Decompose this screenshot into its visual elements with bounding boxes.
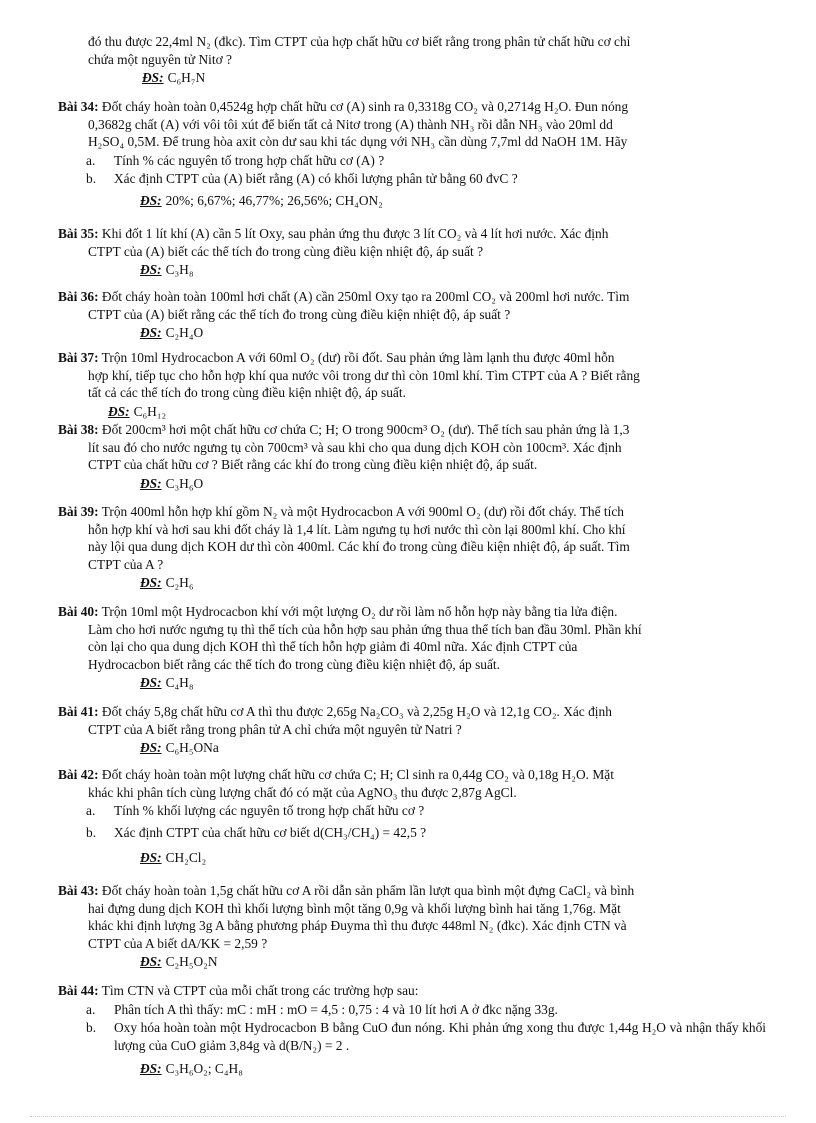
problem-answer — [58, 403, 766, 421]
answer-value: C₆H₁₂ — [133, 403, 167, 419]
problem-37 — [58, 349, 766, 420]
sub-question-a — [58, 152, 766, 170]
intro-continuation — [88, 33, 766, 87]
answer-label: ĐS: — [108, 403, 130, 419]
problem-line: này lội qua dung dịch KOH dư thì còn 400ml. Các khí đo trong cùng điều kiện nhiệt độ, áp suất. Tìm — [88, 539, 630, 554]
problem-label: Bài 44: — [58, 983, 99, 998]
problem-text — [58, 421, 766, 474]
problem-line: CTPT của A ? — [88, 556, 164, 572]
answer-value: C₃H₈ — [165, 262, 194, 277]
sub-text: Xác định CTPT của chất hữu cơ biết d(CH₃/CH₄) = 42,5 ? — [114, 824, 427, 840]
sub-question-a — [58, 1001, 766, 1019]
answer-label: ĐS: — [140, 850, 162, 865]
sub-letter: a. — [86, 803, 96, 818]
problem-line: tất cả các thể tích đo trong cùng điều kiện nhiệt độ, áp suất. — [88, 385, 406, 400]
answer-value: C₄H₈ — [165, 675, 194, 690]
problem-line: hai đựng dung dịch KOH thì khối lượng bình một tăng 0,9g và khối lượng bình hai tăng 1,76g. Mặt — [88, 900, 621, 916]
sub-letter: b. — [86, 1020, 97, 1035]
problem-label: Bài 38: — [58, 422, 99, 437]
problem-line: Làm cho hơi nước ngưng tụ thì thể tích của hỗn hợp sau phản ứng thua thể tích ban đầu 30ml. Phần khí — [88, 621, 642, 637]
answer-value: C₆H₅ONa — [165, 740, 219, 755]
problem-line: còn lại cho qua dung dịch KOH thì thể tích hỗn hợp giảm đi 40ml nữa. Xác định CTPT của — [88, 639, 578, 654]
problem-39 — [58, 503, 766, 592]
problem-42 — [58, 766, 766, 867]
problem-text — [58, 288, 766, 323]
page-bottom-divider — [30, 1116, 786, 1117]
problem-line: Đốt cháy hoàn toàn 100ml hơi chất (A) cần 250ml Oxy tạo ra 200ml CO₂ và 200ml hơi nước. Tìm — [101, 289, 630, 304]
problem-text — [58, 225, 766, 260]
problem-line: CTPT của chất hữu cơ ? Biết rằng các khí đo trong cùng điều kiện nhiệt độ, áp suất. — [88, 457, 538, 472]
problem-label: Bài 37: — [58, 350, 99, 365]
problem-34 — [58, 98, 766, 209]
sub-question-a — [58, 802, 766, 820]
problem-answer — [58, 475, 766, 493]
sub-text: Oxy hóa hoàn toàn một Hydrocacbon B bằng CuO đun nóng. Khi phản ứng xong thu được 1,44g H₂O và nhận thấy khối lượng của CuO giảm 3,84g và d(B/N₂) = 2 . — [114, 1020, 766, 1053]
sub-text: Xác định CTPT của (A) biết rằng (A) có khối lượng phân tử bằng 60 đvC ? — [114, 171, 518, 186]
answer-label: ĐS: — [140, 192, 162, 208]
problem-line: CTPT của A biết dA/KK = 2,59 ? — [88, 935, 268, 951]
answer-value: C₂H₅O₂N — [165, 954, 218, 969]
problem-label: Bài 43: — [58, 883, 99, 898]
problem-text — [58, 603, 766, 673]
problem-text — [58, 882, 766, 952]
problem-line: hỗn hợp khí và hơi sau khi đốt cháy là 1,4 lít. Làm ngưng tụ hơi nước thì còn lại 800ml khí. Cho khí — [88, 521, 626, 537]
problem-line: Hydrocacbon biết rằng các thể tích đo trong cùng điều kiện nhiệt độ, áp suất. — [88, 656, 501, 672]
problem-line: hợp khí, tiếp tục cho hỗn hợp khí qua nước vôi trong dư thì còn 10ml khí. Tìm CTPT của A ? Biết rằng — [88, 367, 640, 383]
problem-text — [58, 766, 766, 801]
problem-line: 0,3682g chất (A) với vôi tôi xút để biến tất cả Nitơ trong (A) thành NH₃ rồi dẫn NH₃ vào 20ml dd — [88, 116, 613, 132]
sub-letter: a. — [86, 1001, 96, 1017]
problem-36 — [58, 288, 766, 342]
problem-38 — [58, 421, 766, 492]
problem-35 — [58, 225, 766, 279]
problem-label: Bài 42: — [58, 767, 99, 782]
answer-label: ĐS: — [142, 70, 164, 85]
answer-label: ĐS: — [140, 575, 162, 590]
sub-question-b — [58, 170, 766, 188]
problem-41 — [58, 703, 766, 757]
sub-question-b — [58, 1019, 766, 1054]
answer-value: C₃H₆O — [165, 475, 204, 491]
answer-value: C₂H₄O — [165, 325, 204, 340]
answer-value: 20%; 6,67%; 46,77%; 26,56%; CH₄ON₂ — [165, 192, 383, 208]
answer-value: C₆H₇N — [167, 70, 206, 85]
problem-44 — [58, 982, 766, 1078]
problem-text — [58, 349, 766, 402]
answer-value: C₂H₆ — [165, 575, 194, 590]
problem-line: CTPT của (A) biết rằng các thể tích đo trong cùng điều kiện nhiệt độ, áp suất ? — [88, 306, 511, 322]
problem-label: Bài 41: — [58, 704, 99, 719]
intro-line: chứa một nguyên tử Nitơ ? — [88, 51, 232, 67]
answer-label: ĐS: — [140, 262, 162, 277]
sub-text: Tính % các nguyên tố trong hợp chất hữu cơ (A) ? — [114, 152, 385, 168]
problem-label: Bài 40: — [58, 604, 99, 619]
answer-label: ĐS: — [140, 475, 162, 491]
problem-line: Trộn 400ml hỗn hợp khí gồm N₂ và một Hydrocacbon A với 900ml O₂ (dư) rồi đốt cháy. Thể tích — [101, 504, 624, 519]
problem-line: Khi đốt 1 lít khí (A) cần 5 lít Oxy, sau phản ứng thu được 3 lít CO₂ và 4 lít hơi nước. Xác định — [101, 226, 609, 241]
answer-label: ĐS: — [140, 675, 162, 690]
answer-label: ĐS: — [140, 954, 162, 969]
problem-text — [58, 503, 766, 573]
intro-answer — [88, 69, 766, 87]
problem-line: khác khi phân tích cùng lượng chất đó có mặt của AgNO₃ thu được 2,87g AgCl. — [88, 784, 517, 800]
problem-answer — [58, 1060, 766, 1078]
problem-text — [58, 98, 766, 151]
problem-label: Bài 35: — [58, 226, 99, 241]
problem-line: CTPT của A biết rằng trong phân tử A chỉ chứa một nguyên tử Natri ? — [88, 721, 462, 737]
problem-line: CTPT của (A) biết các thể tích đo trong cùng điều kiện nhiệt độ, áp suất ? — [88, 243, 484, 259]
problem-line: Đốt cháy hoàn toàn 0,4524g hợp chất hữu cơ (A) sinh ra 0,3318g CO₂ và 0,2714g H₂O. Đun nóng — [101, 99, 629, 114]
answer-label: ĐS: — [140, 740, 162, 755]
problem-line: Trộn 10ml một Hydrocacbon khí với một lượng O₂ dư rồi làm nổ hỗn hợp này bằng tia lửa điện. — [101, 604, 618, 619]
problem-answer — [58, 324, 766, 342]
answer-label: ĐS: — [140, 325, 162, 340]
problem-line: Tìm CTN và CTPT của mỗi chất trong các trường hợp sau: — [101, 983, 419, 998]
problem-40 — [58, 603, 766, 692]
problem-answer — [58, 674, 766, 692]
problem-answer — [58, 192, 766, 210]
problem-line: khác khi định lượng 3g A bằng phương pháp Đuyma thì thu được 448ml N₂ (đkc). Xác định CTN và — [88, 918, 627, 933]
problem-text — [58, 703, 766, 738]
sub-letter: a. — [86, 152, 96, 168]
problem-line: Đốt cháy hoàn toàn 1,5g chất hữu cơ A rồi dẫn sản phẩm lần lượt qua bình một đựng CaCl₂ và bình — [101, 883, 635, 898]
problem-text — [58, 982, 766, 1000]
problem-line: H₂SO₄ 0,5M. Để trung hòa axit còn dư sau khi tác dụng với NH₃ cần dùng 7,7ml dd NaOH 1M. Hãy — [88, 134, 628, 149]
intro-text — [88, 33, 766, 68]
problem-line: Đốt 200cm³ hơi một chất hữu cơ chứa C; H; O trong 900cm³ O₂ (dư). Thể tích sau phản ứng là 1,3 — [101, 422, 630, 437]
problem-43 — [58, 882, 766, 971]
answer-value: C₃H₆O₂; C₄H₈ — [165, 1061, 243, 1076]
problem-line: Đốt cháy 5,8g chất hữu cơ A thì thu được 2,65g Na₂CO₃ và 2,25g H₂O và 12,1g CO₂. Xác định — [101, 704, 612, 719]
answer-value: CH₂Cl₂ — [165, 850, 207, 865]
problem-answer — [58, 849, 766, 867]
problem-answer — [58, 953, 766, 971]
problem-label: Bài 34: — [58, 99, 99, 114]
problem-answer — [58, 739, 766, 757]
intro-line: đó thu được 22,4ml N₂ (đkc). Tìm CTPT của hợp chất hữu cơ biết rằng trong phân tử chất hữu cơ chỉ — [88, 34, 631, 49]
sub-letter: b. — [86, 824, 97, 840]
problem-line: lít sau đó cho nước ngưng tụ còn 700cm³ và sau khi cho qua dung dịch KOH còn 100cm³. Xác định — [88, 439, 622, 455]
sub-text: Tính % khối lượng các nguyên tố trong hợp chất hữu cơ ? — [114, 803, 425, 818]
sub-text: Phân tích A thì thấy: mC : mH : mO = 4,5 : 0,75 : 4 và 10 lít hơi A ở đkc nặng 33g. — [114, 1001, 558, 1017]
sub-letter: b. — [86, 171, 97, 186]
sub-question-b — [58, 824, 766, 842]
problem-line: Đốt cháy hoàn toàn một lượng chất hữu cơ chứa C; H; Cl sinh ra 0,44g CO₂ và 0,18g H₂O. Mặt — [101, 767, 614, 782]
problem-line: Trộn 10ml Hydrocacbon A với 60ml O₂ (dư) rồi đốt. Sau phản ứng làm lạnh thu được 40ml hỗn — [101, 350, 615, 365]
problem-answer — [58, 261, 766, 279]
answer-label: ĐS: — [140, 1061, 162, 1076]
problem-label: Bài 39: — [58, 504, 99, 519]
problem-answer — [58, 574, 766, 592]
problem-label: Bài 36: — [58, 289, 99, 304]
